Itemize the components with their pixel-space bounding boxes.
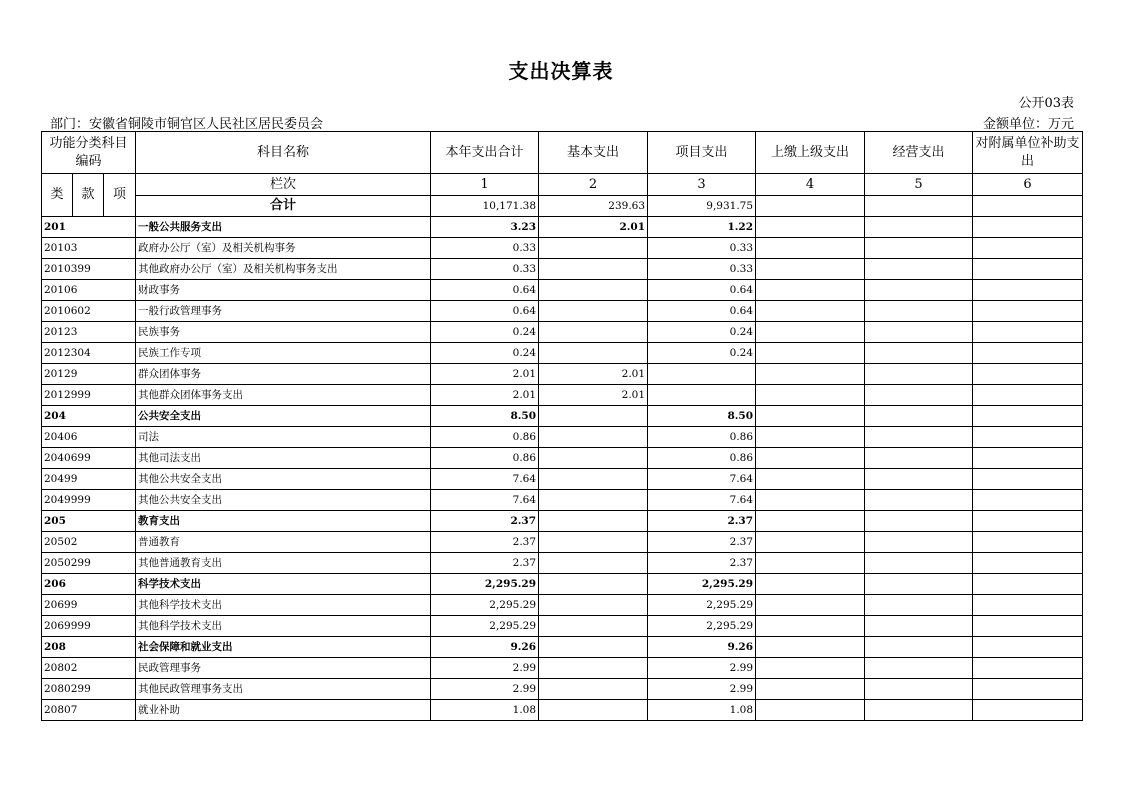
row-upper (756, 532, 865, 553)
table-row (42, 637, 1083, 658)
row-subsidiary (973, 679, 1083, 700)
row-total: 2,295.29 (431, 574, 539, 595)
row-basic (539, 406, 648, 427)
row-project (648, 385, 756, 406)
row-subsidiary (973, 469, 1083, 490)
row-name: 社会保障和就业支出 (136, 637, 431, 658)
table-row (42, 532, 1083, 553)
row-total: 3.23 (431, 217, 539, 238)
row-upper (756, 574, 865, 595)
row-total: 2,295.29 (431, 616, 539, 637)
table-row (42, 511, 1083, 532)
total-basic: 239.63 (539, 196, 648, 217)
row-upper (756, 700, 865, 721)
row-code: 20802 (42, 658, 136, 679)
expenditure-table (41, 131, 1083, 721)
row-business (865, 553, 973, 574)
row-basic (539, 280, 648, 301)
row-basic (539, 637, 648, 658)
header-xiang: 项 (104, 174, 136, 217)
row-business (865, 637, 973, 658)
row-total: 0.24 (431, 322, 539, 343)
row-name: 民族工作专项 (136, 343, 431, 364)
row-name: 公共安全支出 (136, 406, 431, 427)
row-code: 20123 (42, 322, 136, 343)
row-business (865, 511, 973, 532)
row-upper (756, 385, 865, 406)
row-total: 0.33 (431, 238, 539, 259)
header-row (42, 132, 1083, 174)
row-total: 1.08 (431, 700, 539, 721)
row-basic: 2.01 (539, 385, 648, 406)
row-basic (539, 301, 648, 322)
row-project: 0.33 (648, 259, 756, 280)
row-subsidiary (973, 700, 1083, 721)
row-name: 政府办公厅（室）及相关机构事务 (136, 238, 431, 259)
header-col6: 6 (973, 174, 1083, 196)
row-business (865, 532, 973, 553)
row-project: 0.64 (648, 280, 756, 301)
row-code: 208 (42, 637, 136, 658)
row-subsidiary (973, 427, 1083, 448)
row-subsidiary (973, 490, 1083, 511)
row-upper (756, 553, 865, 574)
row-name: 普通教育 (136, 532, 431, 553)
row-basic (539, 658, 648, 679)
row-basic (539, 448, 648, 469)
row-basic (539, 469, 648, 490)
row-project: 9.26 (648, 637, 756, 658)
row-total: 2.99 (431, 658, 539, 679)
row-basic (539, 574, 648, 595)
row-subsidiary (973, 343, 1083, 364)
total-row (42, 196, 1083, 217)
row-code: 2012304 (42, 343, 136, 364)
header-project: 项目支出 (648, 132, 756, 174)
row-total: 7.64 (431, 490, 539, 511)
row-total: 2.37 (431, 532, 539, 553)
row-business (865, 364, 973, 385)
row-project: 2.37 (648, 511, 756, 532)
form-code: 公开03表 (1018, 96, 1074, 111)
row-subsidiary (973, 217, 1083, 238)
row-total: 8.50 (431, 406, 539, 427)
row-upper (756, 616, 865, 637)
row-business (865, 490, 973, 511)
row-business (865, 679, 973, 700)
header-subject-name: 科目名称 (136, 132, 431, 174)
row-name: 司法 (136, 427, 431, 448)
row-business (865, 385, 973, 406)
header-kuan: 款 (73, 174, 104, 217)
row-name: 民族事务 (136, 322, 431, 343)
row-business (865, 322, 973, 343)
row-code: 20807 (42, 700, 136, 721)
row-upper (756, 217, 865, 238)
row-code: 20699 (42, 595, 136, 616)
row-business (865, 427, 973, 448)
row-business (865, 469, 973, 490)
row-subsidiary (973, 322, 1083, 343)
row-project: 7.64 (648, 490, 756, 511)
row-subsidiary (973, 364, 1083, 385)
row-name: 教育支出 (136, 511, 431, 532)
header-basic: 基本支出 (539, 132, 648, 174)
row-project: 2,295.29 (648, 616, 756, 637)
row-code: 204 (42, 406, 136, 427)
row-subsidiary (973, 238, 1083, 259)
row-basic (539, 553, 648, 574)
row-business (865, 238, 973, 259)
row-basic (539, 490, 648, 511)
table-row (42, 385, 1083, 406)
row-total: 2.99 (431, 679, 539, 700)
row-upper (756, 406, 865, 427)
row-upper (756, 448, 865, 469)
row-name: 其他民政管理事务支出 (136, 679, 431, 700)
row-upper (756, 322, 865, 343)
row-code: 206 (42, 574, 136, 595)
table-row (42, 595, 1083, 616)
row-subsidiary (973, 448, 1083, 469)
table-row (42, 364, 1083, 385)
row-project: 0.64 (648, 301, 756, 322)
header-upper: 上缴上级支出 (756, 132, 865, 174)
table-row (42, 280, 1083, 301)
row-name: 一般行政管理事务 (136, 301, 431, 322)
row-subsidiary (973, 280, 1083, 301)
row-subsidiary (973, 637, 1083, 658)
row-code: 20129 (42, 364, 136, 385)
row-basic (539, 322, 648, 343)
row-name: 其他科学技术支出 (136, 595, 431, 616)
row-basic: 2.01 (539, 217, 648, 238)
total-subsidiary (973, 196, 1083, 217)
table-row (42, 679, 1083, 700)
header-sub-row (42, 174, 1083, 196)
row-name: 其他科学技术支出 (136, 616, 431, 637)
row-upper (756, 301, 865, 322)
row-code: 2050299 (42, 553, 136, 574)
header-col2: 2 (539, 174, 648, 196)
row-business (865, 343, 973, 364)
row-basic (539, 511, 648, 532)
row-upper (756, 595, 865, 616)
row-name: 一般公共服务支出 (136, 217, 431, 238)
row-subsidiary (973, 406, 1083, 427)
row-basic (539, 259, 648, 280)
row-subsidiary (973, 385, 1083, 406)
row-project: 0.86 (648, 427, 756, 448)
row-subsidiary (973, 658, 1083, 679)
row-code: 20502 (42, 532, 136, 553)
total-upper (756, 196, 865, 217)
table-row (42, 700, 1083, 721)
row-name: 其他群众团体事务支出 (136, 385, 431, 406)
row-total: 2.37 (431, 553, 539, 574)
row-subsidiary (973, 259, 1083, 280)
total-total: 10,171.38 (431, 196, 539, 217)
row-upper (756, 364, 865, 385)
row-project: 7.64 (648, 469, 756, 490)
row-project: 2,295.29 (648, 595, 756, 616)
row-name: 财政事务 (136, 280, 431, 301)
row-name: 民政管理事务 (136, 658, 431, 679)
total-business (865, 196, 973, 217)
row-business (865, 658, 973, 679)
row-business (865, 616, 973, 637)
table-row (42, 322, 1083, 343)
row-project: 0.24 (648, 322, 756, 343)
table-row (42, 301, 1083, 322)
row-code: 20103 (42, 238, 136, 259)
row-subsidiary (973, 553, 1083, 574)
table-row (42, 238, 1083, 259)
department-label: 部门：安徽省铜陵市铜官区人民社区居民委员会 (50, 117, 324, 132)
total-label: 合计 (136, 196, 431, 217)
row-business (865, 301, 973, 322)
row-project: 1.22 (648, 217, 756, 238)
row-total: 2,295.29 (431, 595, 539, 616)
row-upper (756, 658, 865, 679)
row-total: 7.64 (431, 469, 539, 490)
row-basic (539, 700, 648, 721)
row-basic (539, 427, 648, 448)
table-row (42, 553, 1083, 574)
row-code: 2010399 (42, 259, 136, 280)
header-col3: 3 (648, 174, 756, 196)
row-name: 其他政府办公厅（室）及相关机构事务支出 (136, 259, 431, 280)
row-business (865, 217, 973, 238)
row-project: 0.86 (648, 448, 756, 469)
page-title: 支出决算表 (508, 59, 614, 83)
row-code: 201 (42, 217, 136, 238)
row-subsidiary (973, 532, 1083, 553)
row-basic (539, 679, 648, 700)
table-row (42, 469, 1083, 490)
row-name: 科学技术支出 (136, 574, 431, 595)
row-total: 2.37 (431, 511, 539, 532)
row-code: 2010602 (42, 301, 136, 322)
row-upper (756, 238, 865, 259)
row-total: 0.64 (431, 301, 539, 322)
row-name: 其他普通教育支出 (136, 553, 431, 574)
row-upper (756, 259, 865, 280)
table-row (42, 616, 1083, 637)
row-name: 其他公共安全支出 (136, 490, 431, 511)
row-code: 2012999 (42, 385, 136, 406)
row-basic (539, 616, 648, 637)
row-code: 2069999 (42, 616, 136, 637)
row-business (865, 406, 973, 427)
row-project: 2.99 (648, 658, 756, 679)
row-business (865, 574, 973, 595)
row-upper (756, 637, 865, 658)
row-project: 2,295.29 (648, 574, 756, 595)
header-col5: 5 (865, 174, 973, 196)
table-row (42, 658, 1083, 679)
row-upper (756, 280, 865, 301)
row-business (865, 700, 973, 721)
row-project: 2.99 (648, 679, 756, 700)
row-name: 其他司法支出 (136, 448, 431, 469)
table-row (42, 259, 1083, 280)
row-subsidiary (973, 301, 1083, 322)
row-total: 0.86 (431, 448, 539, 469)
row-upper (756, 469, 865, 490)
row-project: 1.08 (648, 700, 756, 721)
table-row (42, 217, 1083, 238)
row-code: 205 (42, 511, 136, 532)
row-basic (539, 595, 648, 616)
table-row (42, 406, 1083, 427)
row-basic (539, 238, 648, 259)
row-project: 8.50 (648, 406, 756, 427)
row-total: 0.24 (431, 343, 539, 364)
row-upper (756, 427, 865, 448)
row-business (865, 280, 973, 301)
row-business (865, 259, 973, 280)
table-row (42, 448, 1083, 469)
row-total: 0.64 (431, 280, 539, 301)
row-business (865, 595, 973, 616)
row-upper (756, 679, 865, 700)
row-upper (756, 343, 865, 364)
amount-unit-label: 金额单位：万元 (982, 117, 1074, 132)
total-project: 9,931.75 (648, 196, 756, 217)
row-basic (539, 532, 648, 553)
row-business (865, 448, 973, 469)
table-row (42, 343, 1083, 364)
row-code: 20406 (42, 427, 136, 448)
row-name: 就业补助 (136, 700, 431, 721)
row-subsidiary (973, 574, 1083, 595)
header-col4: 4 (756, 174, 865, 196)
row-project: 0.33 (648, 238, 756, 259)
row-total: 2.01 (431, 385, 539, 406)
table-row (42, 574, 1083, 595)
row-subsidiary (973, 511, 1083, 532)
row-upper (756, 490, 865, 511)
row-total: 9.26 (431, 637, 539, 658)
row-code: 2049999 (42, 490, 136, 511)
header-subsidiary: 对附属单位补助支出 (973, 132, 1083, 174)
row-total: 2.01 (431, 364, 539, 385)
header-business: 经营支出 (865, 132, 973, 174)
row-project: 0.24 (648, 343, 756, 364)
row-code: 2080299 (42, 679, 136, 700)
table-row (42, 490, 1083, 511)
row-code: 20106 (42, 280, 136, 301)
row-basic (539, 343, 648, 364)
row-project: 2.37 (648, 553, 756, 574)
table-row (42, 427, 1083, 448)
row-total: 0.33 (431, 259, 539, 280)
row-upper (756, 511, 865, 532)
row-name: 群众团体事务 (136, 364, 431, 385)
header-lei: 类 (42, 174, 73, 217)
row-project (648, 364, 756, 385)
header-lanci: 栏次 (136, 174, 431, 196)
row-basic: 2.01 (539, 364, 648, 385)
row-name: 其他公共安全支出 (136, 469, 431, 490)
header-total: 本年支出合计 (431, 132, 539, 174)
row-total: 0.86 (431, 427, 539, 448)
row-code: 20499 (42, 469, 136, 490)
row-subsidiary (973, 616, 1083, 637)
row-project: 2.37 (648, 532, 756, 553)
row-subsidiary (973, 595, 1083, 616)
row-code: 2040699 (42, 448, 136, 469)
header-func-code: 功能分类科目编码 (42, 132, 136, 174)
header-col1: 1 (431, 174, 539, 196)
